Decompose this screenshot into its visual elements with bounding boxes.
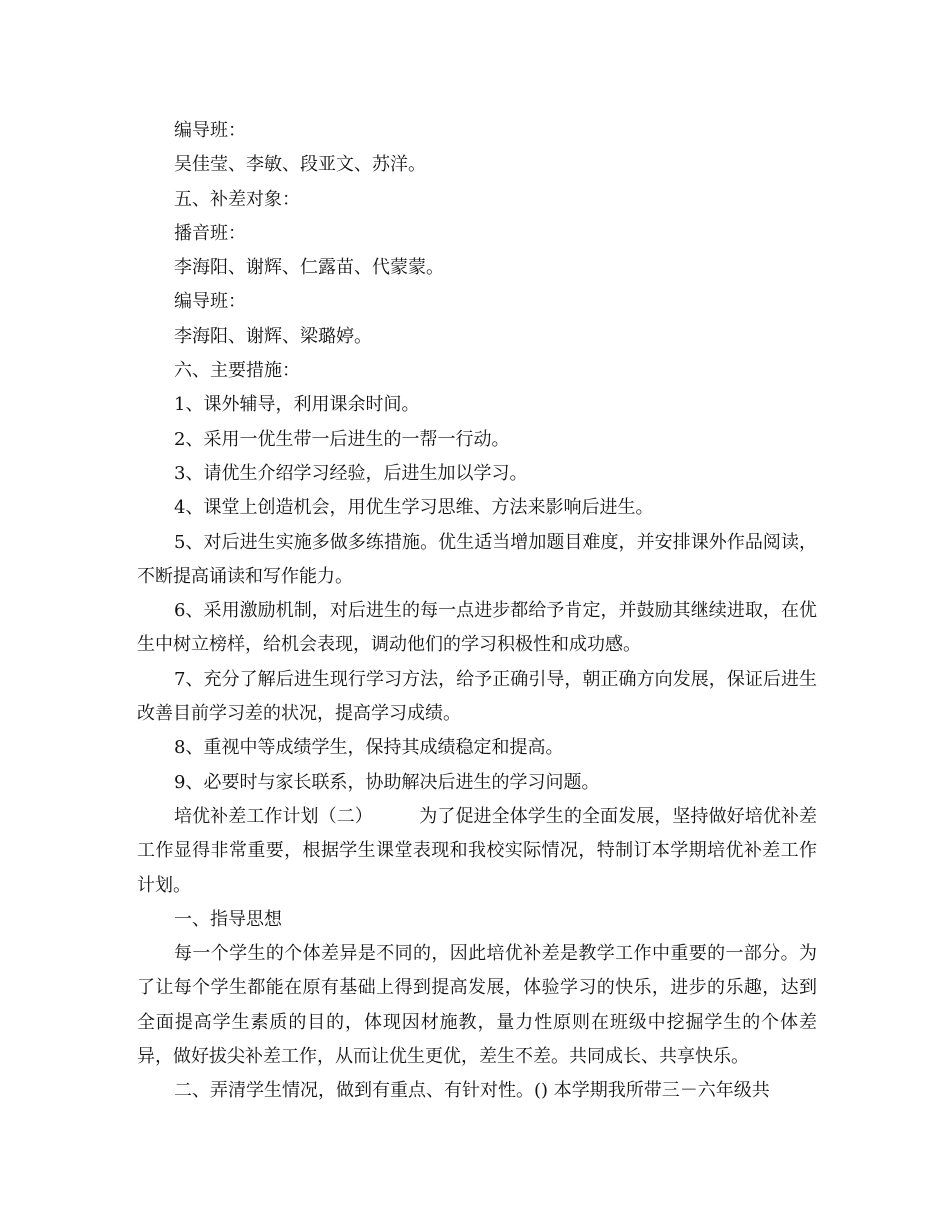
paragraph: 李海阳、谢辉、仁露苗、代蒙蒙。 (174, 257, 444, 279)
document-body (137, 114, 817, 1109)
list-item: 2、采用一优生带一后进生的一帮一行动。 (174, 428, 510, 450)
list-item: 3、请优生介绍学习经验，后进生加以学习。 (174, 462, 528, 484)
list-item: 4、课堂上创造机会，用优生学习思维、方法来影响后进生。 (174, 497, 654, 519)
list-item: 6、采用激励机制，对后进生的每一点进步都给予肯定，并鼓励其继续进取，在优生中树立榜样，给机会表现，调动他们的学习积极性和成功感。 (137, 600, 817, 656)
paragraph: 吴佳莹、李敏、段亚文、苏洋。 (174, 154, 426, 176)
section-heading: 五、补差对象： (174, 188, 300, 210)
paragraph: 编导班： (174, 120, 246, 141)
list-item: 9、必要时与家长联系，协助解决后进生的学习问题。 (174, 771, 600, 793)
section-heading: 一、指导思想 (174, 908, 282, 930)
paragraph: 播音班： (174, 222, 246, 244)
paragraph: 培优补差工作计划（二） 为了促进全体学生的全面发展，坚持做好培优补差工作显得非常重要，根据学生课堂表现和我校实际情况，特制订本学期培优补差工作计划。 (137, 805, 817, 896)
paragraph: 李海阳、谢辉、梁璐婷。 (174, 325, 372, 347)
paragraph: 二、弄清学生情况，做到有重点、有针对性。() 本学期我所带三－六年级共 (174, 1080, 770, 1102)
list-item: 7、充分了解后进生现行学习方法，给予正确引导，朝正确方向发展，保证后进生改善目前学习差的状况，提高学习成绩。 (137, 668, 817, 725)
paragraph: 每一个学生的个体差异是不同的，因此培优补差是教学工作中重要的一部分。为了让每个学生都能在原有基础上得到提高发展，体验学习的快乐，进步的乐趣，达到全面提高学生素质的目的，体现因材施教，量力性原则在班级中挖掘学生的个体差异，做好拔尖补差工作，从而让优生更优，差生不差。共同成长、共享快乐。 (137, 943, 817, 1068)
list-item: 5、对后进生实施多做多练措施。优生适当增加题目难度，并安排课外作品阅读，不断提高诵读和写作能力。 (137, 531, 817, 587)
list-item: 1、课外辅导，利用课余时间。 (174, 394, 420, 416)
paragraph: 编导班： (174, 291, 246, 313)
list-item: 8、重视中等成绩学生，保持其成绩稳定和提高。 (174, 737, 564, 759)
section-heading: 六、主要措施： (174, 360, 300, 382)
